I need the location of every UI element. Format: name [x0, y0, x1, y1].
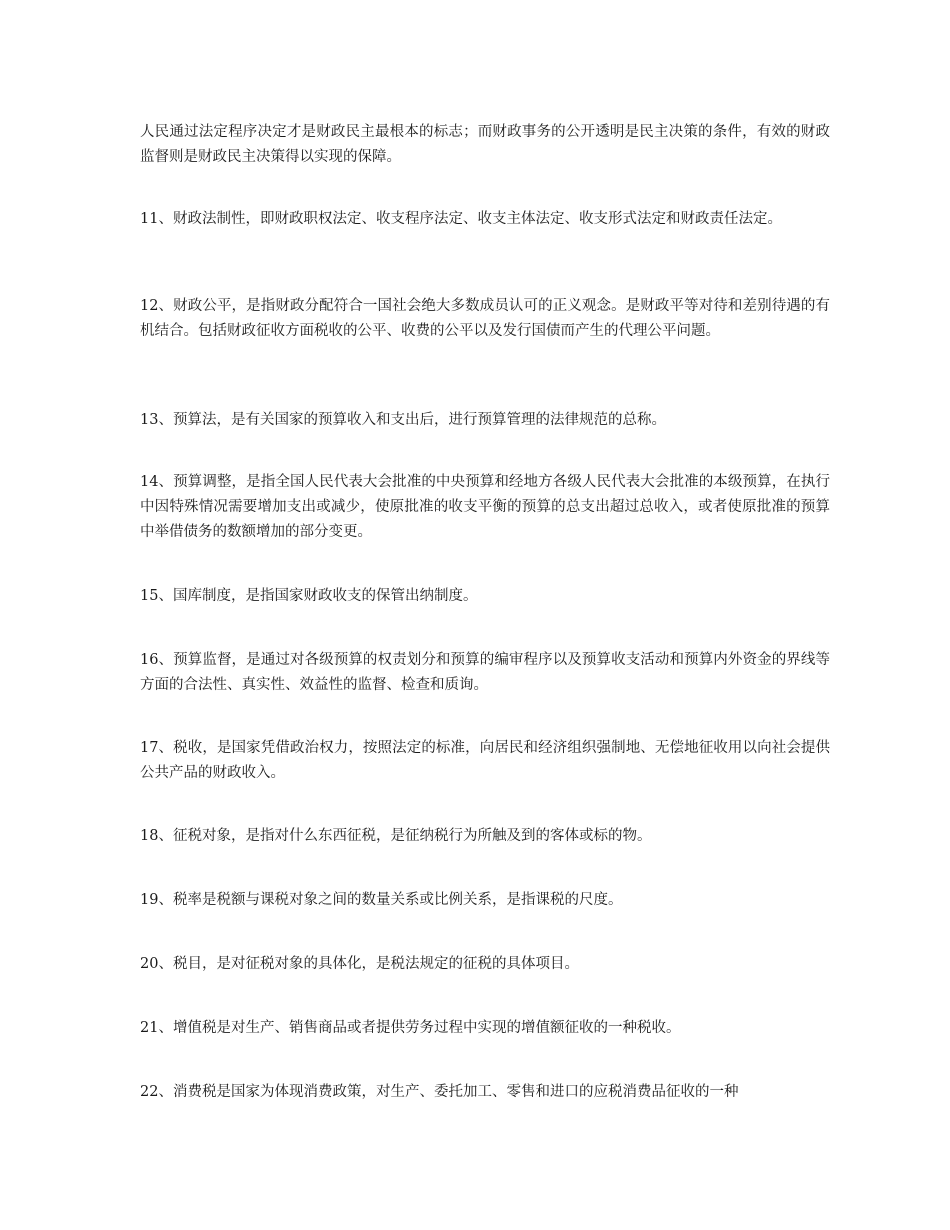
paragraph-18: 18、征税对象，是指对什么东西征税，是征纳税行为所触及到的客体或标的物。 [140, 828, 652, 844]
paragraph-16: 16、预算监督，是通过对各级预算的权责划分和预算的编审程序以及预算收支活动和预算内外资金的界线等方面的合法性、真实性、效益性的监督、检查和质询。 [140, 652, 830, 693]
paragraph-12: 12、财政公平，是指财政分配符合一国社会绝大多数成员认可的正义观念。是财政平等对待和差别待遇的有机结合。包括财政征收方面税收的公平、收费的公平以及发行国债而产生的代理公平问题。 [140, 298, 830, 339]
paragraph-22: 22、消费税是国家为体现消费政策，对生产、委托加工、零售和进口的应税消费品征收的一种 [140, 1084, 739, 1100]
paragraph-11: 11、财政法制性，即财政职权法定、收支程序法定、收支主体法定、收支形式法定和财政责任法定。 [140, 211, 782, 227]
paragraph-14: 14、预算调整，是指全国人民代表大会批准的中央预算和经地方各级人民代表大会批准的本级预算，在执行中因特殊情况需要增加支出或减少，使原批准的收支平衡的预算的总支出超过总收入，或者使原批准的预算中举借债务的数额增加的部分变更。 [140, 474, 830, 540]
paragraph-13: 13、预算法，是有关国家的预算收入和支出后，进行预算管理的法律规范的总称。 [140, 412, 666, 428]
paragraph-20: 20、税目，是对征税对象的具体化，是税法规定的征税的具体项目。 [140, 956, 579, 972]
paragraph-19: 19、税率是税额与课税对象之间的数量关系或比例关系，是指课税的尺度。 [140, 892, 623, 908]
paragraph-intro: 人民通过法定程序决定才是财政民主最根本的标志；而财政事务的公开透明是民主决策的条件，有效的财政监督则是财政民主决策得以实现的保障。 [140, 124, 830, 165]
paragraph-21: 21、增值税是对生产、销售商品或者提供劳务过程中实现的增值额征收的一种税收。 [140, 1020, 681, 1036]
paragraph-17: 17、税收，是国家凭借政治权力，按照法定的标准，向居民和经济组织强制地、无偿地征收用以向社会提供公共产品的财政收入。 [140, 740, 830, 781]
paragraph-15: 15、国库制度，是指国家财政收支的保管出纳制度。 [140, 588, 478, 604]
